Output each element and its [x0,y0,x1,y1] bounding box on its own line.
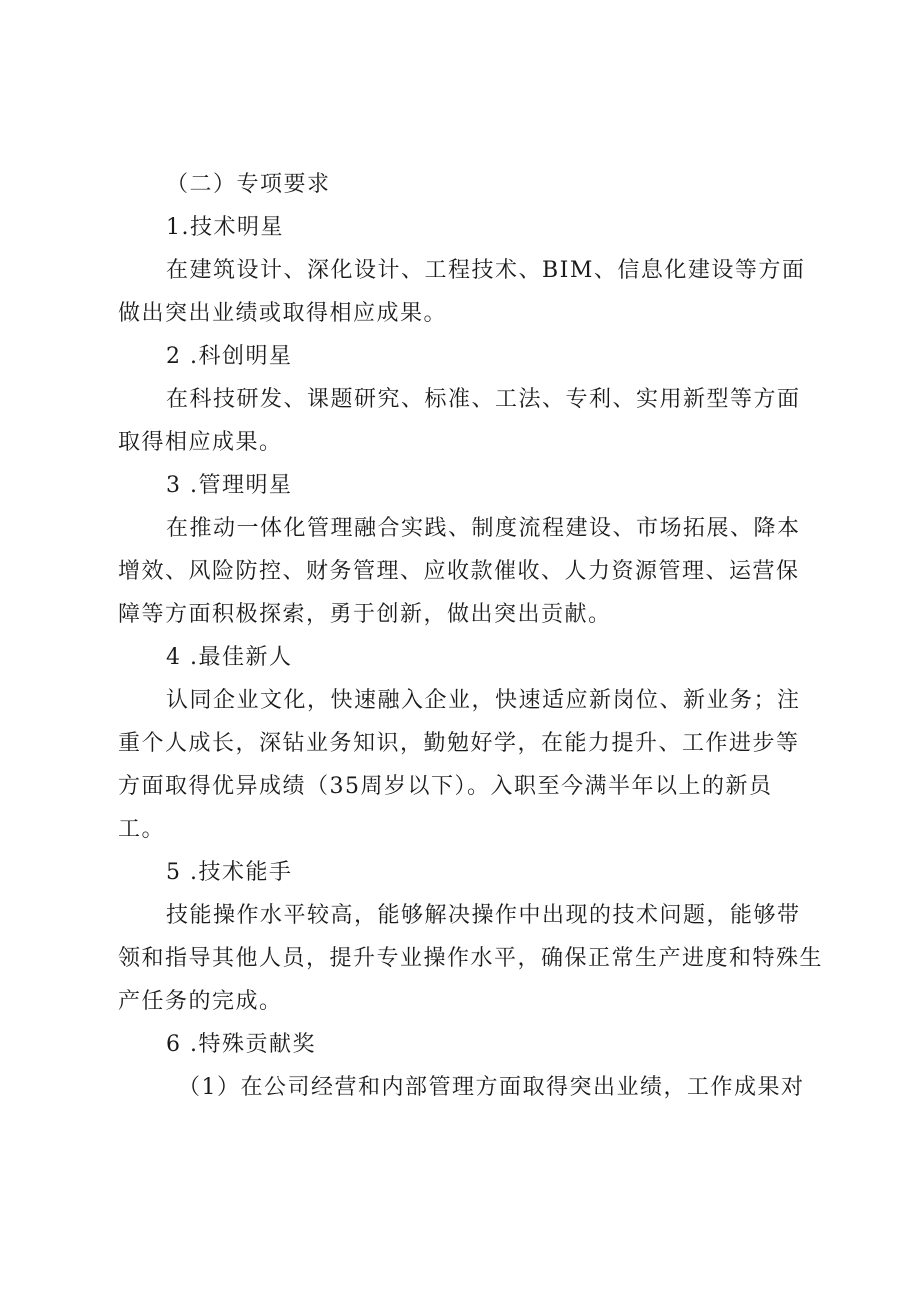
paragraph-line: 工。 [118,817,166,842]
paragraph-line: 增效、风险防控、财务管理、应收款催收、人力资源管理、运营保 [118,559,800,584]
item-heading-3: 3 .管理明星 [166,473,293,498]
paragraph-line: 障等方面积极探索，勇于创新，做出突出贡献。 [118,602,612,627]
paragraph-line: 取得相应成果。 [118,430,283,455]
paragraph-line: 领和指导其他人员，提升专业操作水平，确保正常生产进度和特殊生 [118,946,824,971]
paragraph-line: 认同企业文化，快速融入企业，快速适应新岗位、新业务；注 [166,688,801,713]
paragraph-line: 在建筑设计、深化设计、工程技术、BIM、信息化建设等方面 [166,258,806,283]
paragraph-line: 重个人成长，深钻业务知识，勤勉好学，在能力提升、工作进步等 [118,731,800,756]
item-heading-1: 1.技术明星 [166,215,284,240]
paragraph-line: 技能操作水平较高，能够解决操作中出现的技术问题，能够带 [166,903,801,928]
section-heading: （二）专项要求 [166,172,331,197]
paragraph-line: 产任务的完成。 [118,989,283,1014]
paragraph-line: 做出突出业绩或取得相应成果。 [118,301,448,326]
item-heading-6: 6 .特殊贡献奖 [166,1032,316,1057]
paragraph-line: 在科技研发、课题研究、标准、工法、专利、实用新型等方面 [166,387,801,412]
item-heading-4: 4 .最佳新人 [166,645,293,670]
paragraph-line: 方面取得优异成绩（35周岁以下）。入职至今满半年以上的新员 [118,774,773,799]
sub-item-line: （1）在公司经营和内部管理方面取得突出业绩，工作成果对 [178,1075,805,1100]
item-heading-2: 2 .科创明星 [166,344,293,369]
item-heading-5: 5 .技术能手 [166,860,293,885]
paragraph-line: 在推动一体化管理融合实践、制度流程建设、市场拓展、降本 [166,516,801,541]
